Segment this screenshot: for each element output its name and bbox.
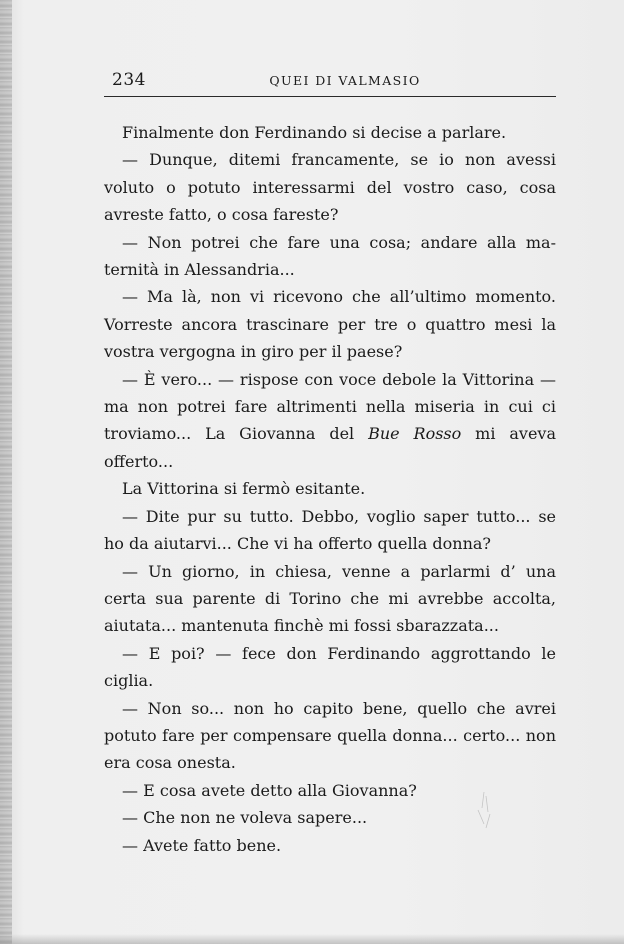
paragraph: — Non so... non ho capito bene, quello che avrei potuto fare per compensare quella donna... certo... non era cosa onesta. (104, 698, 556, 773)
paragraph: La Vittorina si fermò esitante. (122, 479, 366, 499)
header-rule (104, 96, 556, 97)
binding-edge (0, 0, 12, 944)
paragraph-text: — È vero... — rispose con voce debole la Vittorina — ma non potrei fare altrimenti nella miseria in cui ci troviamo... La Giovanna del (104, 369, 556, 444)
paragraph (104, 366, 556, 476)
paragraph-text: mi aveva offerto... (104, 424, 556, 471)
page-bottom-edge (0, 934, 624, 944)
paragraph: — Dite pur su tutto. Debbo, voglio saper tutto... se ho da aiutarvi... Che vi ha offerto quella donna? (104, 506, 556, 554)
pencil-mark (470, 790, 500, 830)
page-number: 234 (112, 70, 146, 90)
running-title: QUEI DI VALMASIO (269, 73, 421, 88)
paragraph: — Avete fatto bene. (122, 835, 282, 855)
paragraph: — Un giorno, in chiesa, venne a parlarmi d’ una certa sua parente di Torino che mi avrebbe accolta, aiutata... mantenuta finchè mi fossi sbarazzata... (104, 561, 556, 636)
paragraph: — Ma là, non vi ricevono che all’ultimo momento. Vorreste ancora trascinare per tre o quattro mesi la vostra vergogna in giro per il paese? (104, 287, 556, 362)
paragraph: — E cosa avete detto alla Giovanna? (122, 780, 417, 800)
paragraph: — Dunque, ditemi francamente, se io non avessi voluto o potuto interessarmi del vostro caso, cosa avreste fatto, o cosa fareste? (104, 150, 556, 225)
paragraph: — Che non ne voleva sapere... (122, 808, 368, 828)
paragraph: — E poi? — fece don Ferdinando aggrottando le ciglia. (104, 643, 556, 691)
paragraph: — Non potrei che fare una cosa; andare alla maternità in Alessandria... (104, 232, 556, 280)
page-header (104, 70, 556, 94)
inn-name-italic: Bue Rosso (368, 424, 462, 444)
paragraph: Finalmente don Ferdinando si decise a parlare. (122, 123, 507, 142)
body-text (104, 119, 556, 859)
